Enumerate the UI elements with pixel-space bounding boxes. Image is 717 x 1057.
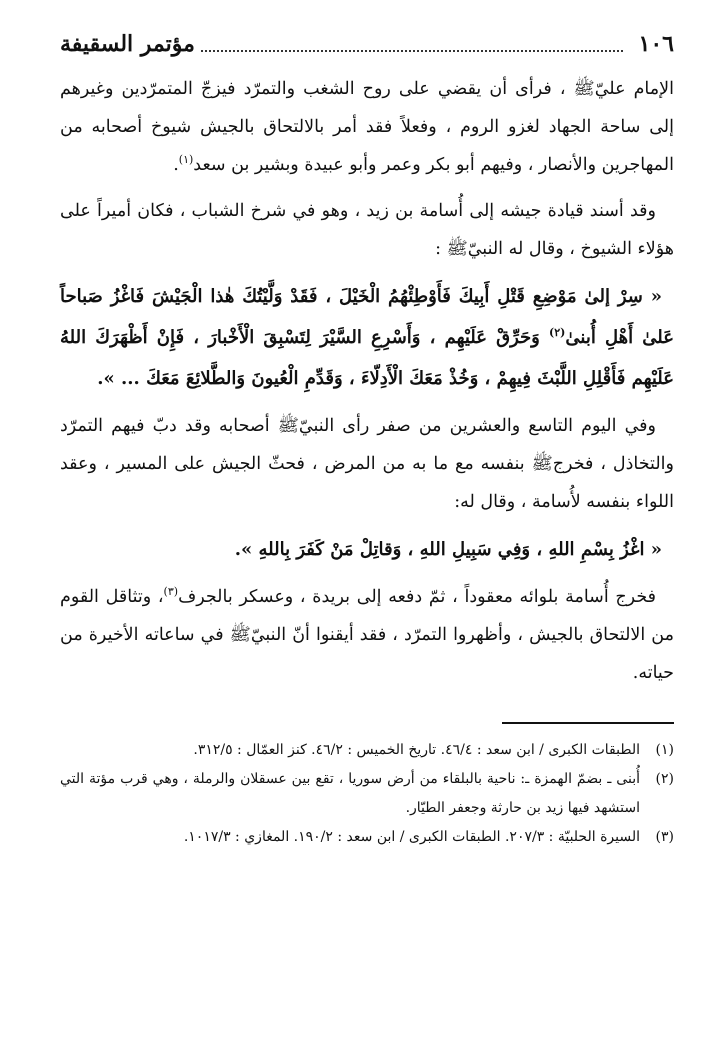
hadith1-text-b: وَحَرِّقْ عَلَيْهِم ، وَأَسْرِعِ السَّيْرَ لِتَسْبِقَ الْأَخْبارَ ، فَإِنْ أَظْهَرَكَ اللهُ عَلَيْهِم فَأَقْلِلِ اللَّبْثَ فِيهِمْ ، وَخُذْ مَعَكَ الْأَدِلّاءَ ، وَقَدِّمِ الْعُيونَ وَالطَّلائِعَ مَعَكَ ... ». (60, 327, 674, 389)
paragraph-4 (60, 578, 674, 692)
footnote-text: السيرة الحلبيّة : ٢٠٧/٣. الطبقات الكبرى / ابن سعد : ١٩٠/٢. المغازي : ١٠١٧/٣. (183, 829, 640, 845)
p4-text-a: فخرج أُسامة بلوائه معقوداً ، ثمّ دفعه إلى بريدة ، وعسكر بالجرف (178, 587, 657, 607)
p4-text-b: ، وتثاقل القوم من الالتحاق بالجيش ، وأظهروا التمرّد ، فقد أيقنوا أنّ النبيّ (60, 587, 674, 645)
hadith-quote-2: « اغْزُ بِسْمِ اللهِ ، وَفِي سَبِيلِ اللهِ ، وَقاتِلْ مَنْ كَفَرَ بِاللهِ ». (234, 539, 662, 560)
footnote-item (60, 823, 674, 852)
page-number: ١٠٦ (638, 31, 674, 57)
salutation-icon: ﷺ (229, 625, 251, 645)
paragraph-2 (60, 192, 674, 268)
footnote-ref-3: (٣) (163, 585, 179, 599)
paragraph-3 (60, 407, 674, 521)
footnote-item (60, 736, 674, 765)
book-page (60, 26, 674, 852)
footnote-text: أُبنى ـ بضمّ الهمزة ـ: ناحية بالبلقاء من أرض سوريا ، تقع بين عسقلان والرملة ، وهي قرب مؤتة التي استشهد فيها زيد بن حارثة وجعفر الطيّار. (60, 771, 640, 816)
footnotes (60, 736, 674, 852)
footnote-number: (٣) (655, 829, 674, 845)
dotted-leader (201, 36, 623, 52)
p2-end: : (435, 239, 441, 259)
footnote-item (60, 765, 674, 823)
footnote-number: (١) (655, 742, 674, 758)
footnote-divider (502, 722, 674, 724)
hadith-quote-1 (60, 276, 674, 399)
paragraph-1 (60, 70, 674, 184)
p1-text-b: ، فرأى أن يقضي على روح الشغب والتمرّد فيزجّ المتمرّدين وغيرهم إلى ساحة الجهاد لغزو الروم ، وفعلاً فقد أمر بالالتحاق بالجيش شيوخ أصحابه من المهاجرين والأنصار ، وفيهم أبو بكر وعمر وأبو عبيدة وبشير بن سعد (60, 79, 674, 175)
p4-text-c: في ساعاته الأخيرة من حياته. (60, 625, 674, 683)
p3-text-b: أصحابه وقد دبّ فيهم التمرّد والتخاذل ، فخرج (60, 416, 674, 474)
footnote-ref-1: (١) (178, 153, 194, 167)
running-head (60, 26, 674, 62)
footnote-number: (٢) (655, 771, 674, 787)
main-text (60, 62, 674, 692)
salutation-icon: ﷺ (277, 416, 299, 436)
hadith1-text-a: « سِرْ إلىٰ مَوْضِعِ قَتْلِ أَبِيكَ فَأَوْطِئْهُمُ الْخَيْلَ ، فَقَدْ وَلَّيْتُكَ هٰذا الْجَيْشَ فَاغْزُ صَباحاً عَلىٰ أَهْلِ أُبنىٰ (60, 286, 674, 348)
footnote-text: الطبقات الكبرى / ابن سعد : ٤٦/٤. تاريخ الخميس : ٤٦/٢. كنز العمّال : ٣١٢/٥. (193, 742, 640, 758)
p3-text-a: وفي اليوم التاسع والعشرين من صفر رأى النبيّ (298, 416, 656, 436)
p3-text-c: بنفسه مع ما به من المرض ، فحثّ الجيش على المسير ، وعقد اللواء بنفسه لأُسامة ، وقال له: (60, 454, 674, 512)
p2-text: وقد أسند قيادة جيشه إلى أُسامة بن زيد ، وهو في شرخ الشباب ، فكان أميراً على هؤلاء الشيوخ ، وقال له النبيّ (60, 201, 674, 259)
salutation-icon: ﷺ (531, 454, 553, 474)
footnote-ref-2: (٢) (549, 326, 566, 339)
salutation-icon: ﷺ (446, 239, 468, 259)
book-title: مؤتمر السقيفة (60, 31, 195, 57)
p1-end: . (173, 155, 179, 175)
p1-text-a: الإمام عليّ (594, 79, 674, 99)
salutation-icon: ﷺ (573, 79, 595, 99)
